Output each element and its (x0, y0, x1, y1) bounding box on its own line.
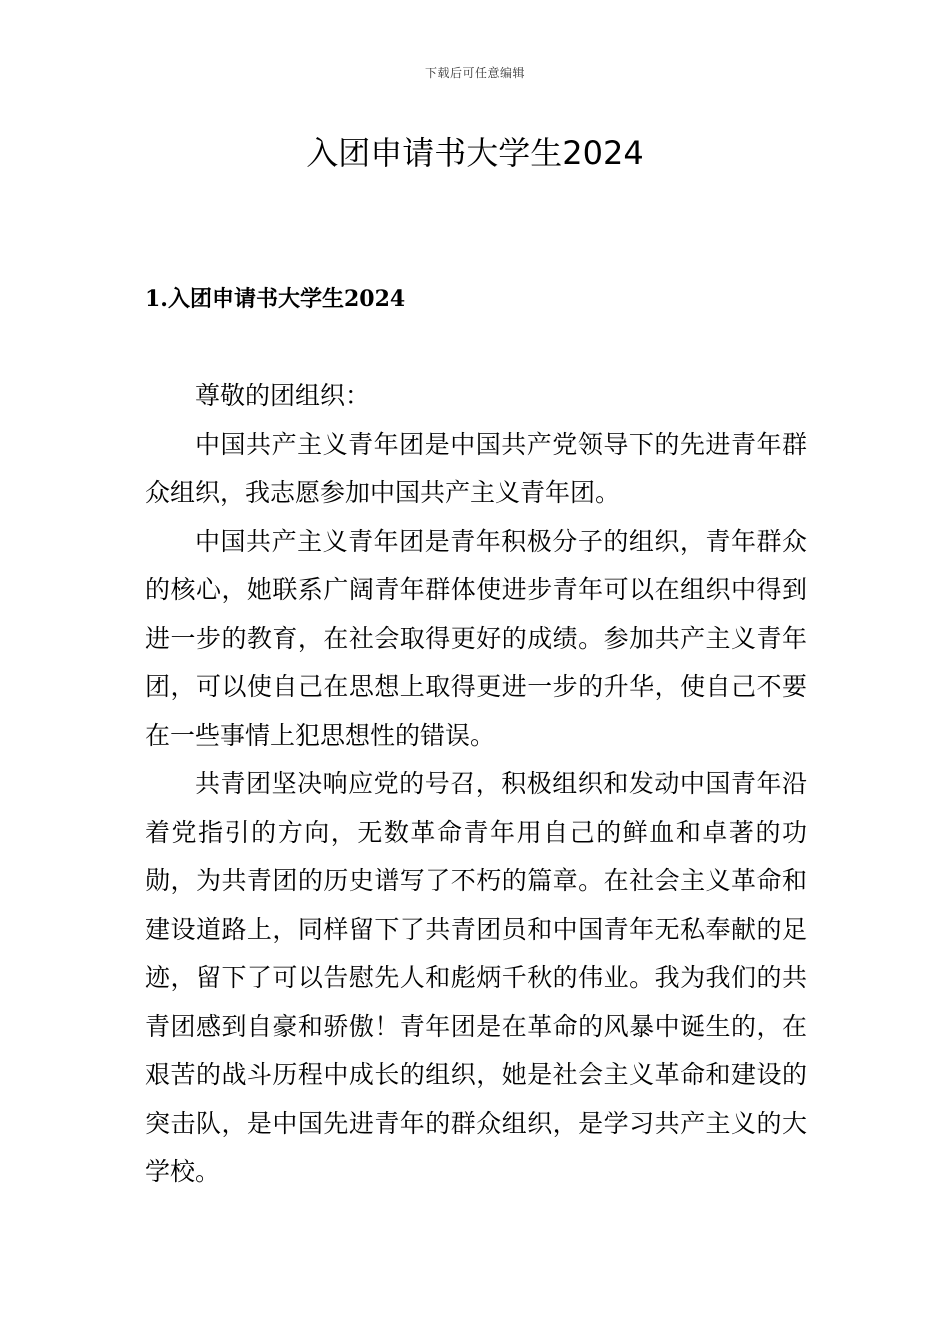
paragraph-2: 中国共产主义青年团是青年积极分子的组织，青年群众的核心，她联系广阔青年群体使进步青年可以在组织中得到进一步的教育，在社会取得更好的成绩。参加共产主义青年团，可以使自己在思想上取得更进一步的升华，使自己不要在一些事情上犯思想性的错误。 (145, 526, 807, 750)
document-title: 入团申请书大学生2024 (306, 134, 644, 172)
paragraph-3: 共青团坚决响应党的号召，积极组织和发动中国青年沿着党指引的方向，无数革命青年用自己的鲜血和卓著的功勋，为共青团的历史谱写了不朽的篇章。在社会主义革命和建设道路上，同样留下了共青团员和中国青年无私奉献的足迹，留下了可以告慰先人和彪炳千秋的伟业。我为我们的共青团感到自豪和骄傲！青年团是在革命的风暴中诞生的，在艰苦的战斗历程中成长的组织，她是社会主义革命和建设的突击队，是中国先进青年的群众组织，是学习共产主义的大学校。 (145, 769, 807, 1186)
paragraph-1: 中国共产主义青年团是中国共产党领导下的先进青年群众组织，我志愿参加中国共产主义青年团。 (145, 429, 807, 507)
header-note: 下载后可任意编辑 (424, 66, 525, 80)
letter-body (145, 372, 807, 1197)
section-heading: 1.入团申请书大学生2024 (145, 286, 406, 312)
salutation: 尊敬的团组织： (195, 381, 371, 410)
